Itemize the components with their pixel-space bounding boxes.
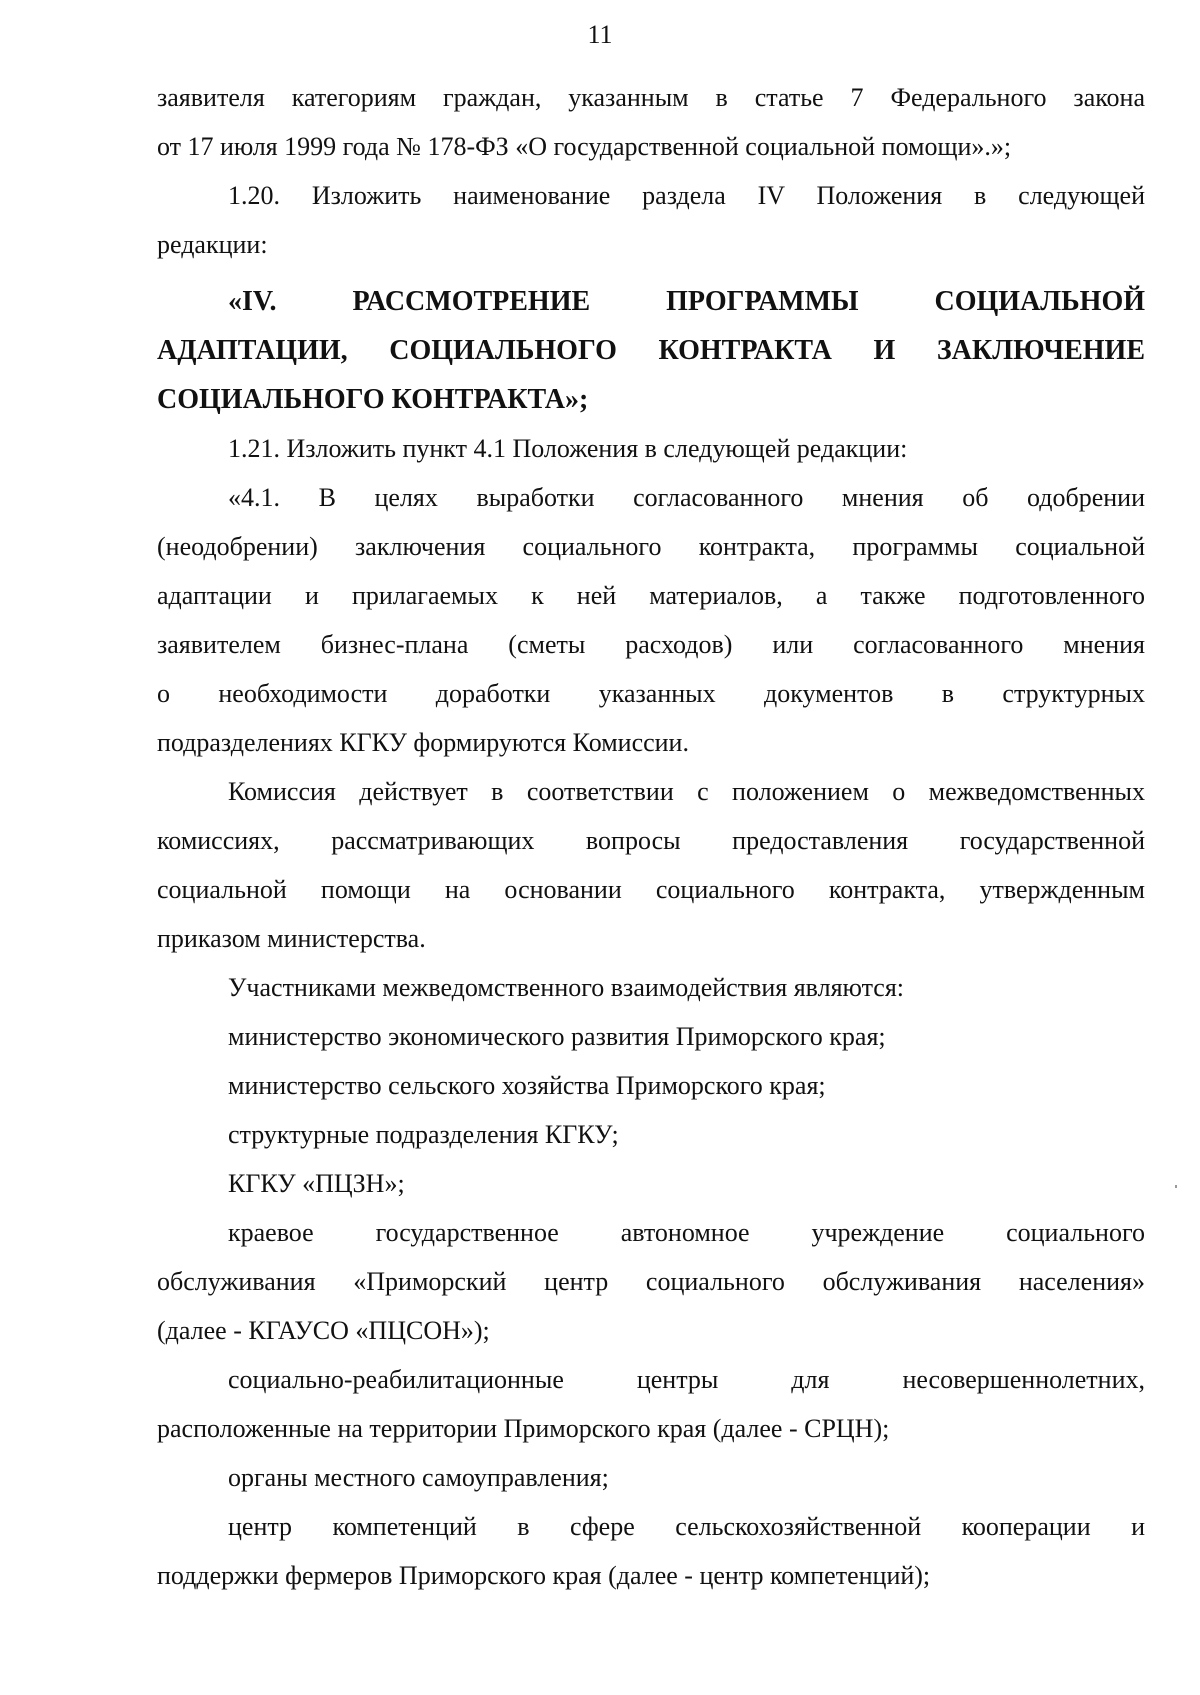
text-line: заявителем бизнес-плана (сметы расходов) или согласованного мнения [157, 630, 1145, 659]
text-line: 1.20. Изложить наименование раздела IV Положения в следующей [228, 181, 1145, 210]
document-body [157, 73, 1145, 1600]
text-line: адаптации и прилагаемых к ней материалов, а также подготовленного [157, 581, 1145, 610]
text-line: комиссиях, рассматривающих вопросы предоставления государственной [157, 826, 1145, 855]
text-line: социальной помощи на основании социального контракта, утвержденным [157, 875, 1145, 904]
text-line: расположенные на территории Приморского края (далее - СРЦН); [157, 1414, 890, 1443]
text-line: поддержки фермеров Приморского края (далее - центр компетенций); [157, 1561, 931, 1590]
list-item: КГКУ «ПЦЗН»; [228, 1169, 405, 1198]
text-line: Участниками межведомственного взаимодействия являются: [228, 973, 905, 1002]
text-line: о необходимости доработки указанных документов в структурных [157, 679, 1145, 708]
text-line: подразделениях КГКУ формируются Комиссии. [157, 728, 689, 757]
list-item: краевое государственное автономное учреждение социального [228, 1218, 1145, 1247]
text-line: (далее - КГАУСО «ПЦСОН»); [157, 1316, 490, 1345]
text-line: приказом министерства. [157, 924, 426, 953]
section-heading-line: СОЦИАЛЬНОГО КОНТРАКТА»; [157, 384, 589, 415]
list-item: центр компетенций в сфере сельскохозяйственной кооперации и [228, 1512, 1145, 1541]
text-line: обслуживания «Приморский центр социального обслуживания населения» [157, 1267, 1145, 1296]
list-item: органы местного самоуправления; [228, 1463, 609, 1492]
scan-speck [1175, 1185, 1177, 1188]
section-heading-line: «IV. РАССМОТРЕНИЕ ПРОГРАММЫ СОЦИАЛЬНОЙ [228, 286, 1145, 317]
list-item: структурные подразделения КГКУ; [228, 1120, 619, 1149]
text-line: от 17 июля 1999 года № 178-ФЗ «О государственной социальной помощи».»; [157, 132, 1012, 161]
list-item: министерство экономического развития Приморского края; [228, 1022, 886, 1051]
list-item: социально-реабилитационные центры для несовершеннолетних, [228, 1365, 1145, 1394]
section-heading-line: АДАПТАЦИИ, СОЦИАЛЬНОГО КОНТРАКТА И ЗАКЛЮЧЕНИЕ [157, 335, 1145, 366]
text-line: «4.1. В целях выработки согласованного мнения об одобрении [228, 483, 1145, 512]
text-line: Комиссия действует в соответствии с положением о межведомственных [228, 777, 1145, 806]
list-item: министерство сельского хозяйства Приморского края; [228, 1071, 826, 1100]
page-number: 11 [587, 20, 613, 49]
text-line: заявителя категориям граждан, указанным в статье 7 Федерального закона [157, 83, 1145, 112]
text-line: (неодобрении) заключения социального контракта, программы социальной [157, 532, 1145, 561]
text-line: редакции: [157, 230, 268, 259]
spacer [157, 269, 1145, 277]
text-line: 1.21. Изложить пункт 4.1 Положения в следующей редакции: [228, 434, 908, 463]
